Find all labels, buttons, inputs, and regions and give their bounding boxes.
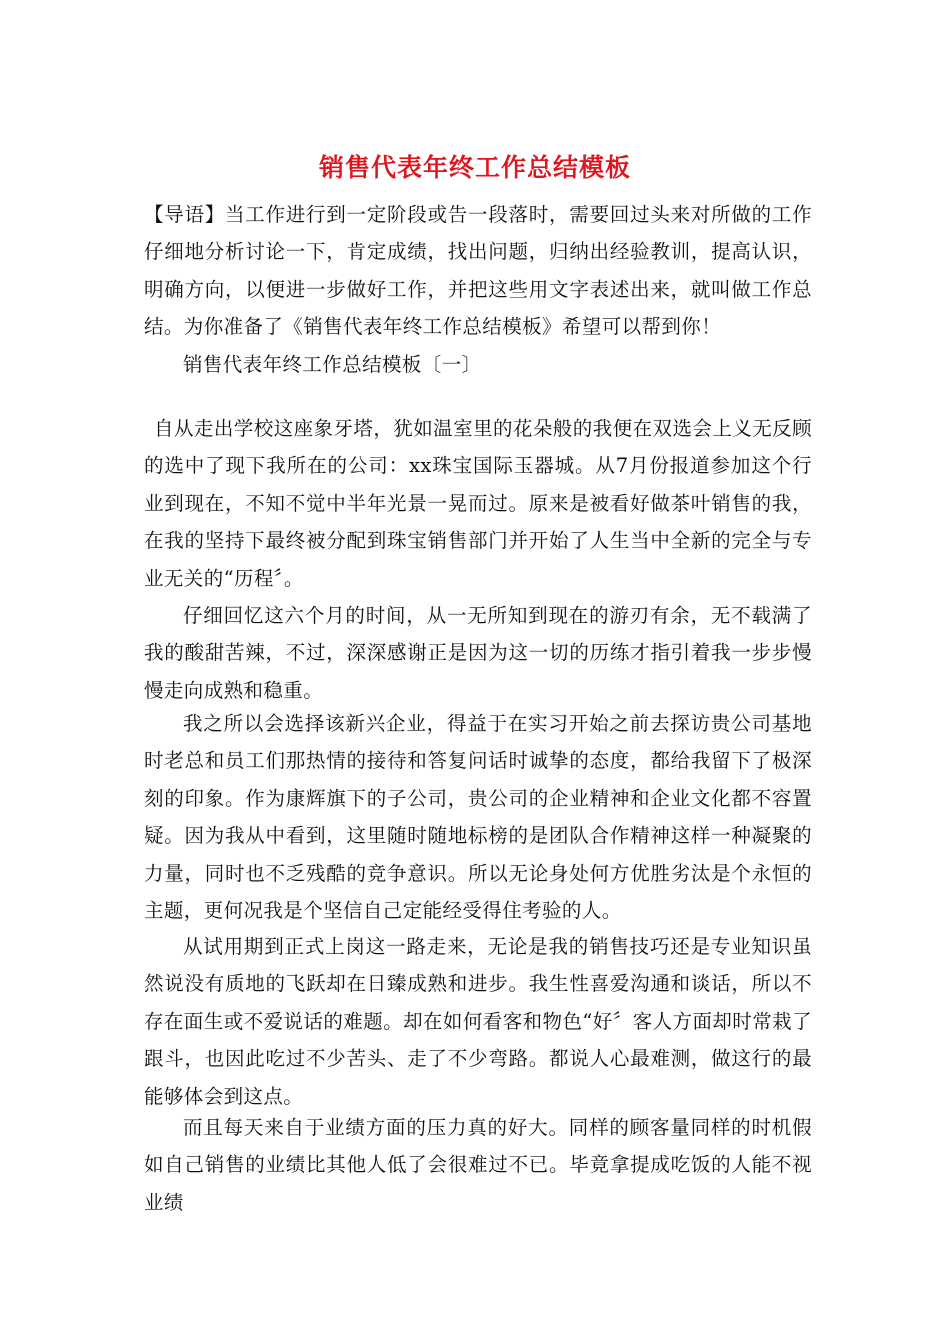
- document-title: 销售代表年终工作总结模板: [318, 153, 631, 182]
- body-paragraph-4: 从试用期到正式上岗这一路走来，无论是我的销售技巧还是专业知识虽然说没有质地的飞跃却在日臻成熟和进步。我生性喜爱沟通和谈话，所以不存在面生或不爱说话的难题。却在如何看客和物色“好〞客人方面却时常栽了跟斗，也因此吃过不少苦头、走了不少弯路。都说人心最难测，做这行的最能够体会到这点。: [144, 935, 812, 1108]
- intro-paragraph: 【导语】当工作进行到一定阶段或告一段落时，需要回过头来对所做的工作仔细地分析讨论一下，肯定成绩，找出问题，归纳出经验教训，提高认识，明确方向，以便进一步做好工作，并把这些用文字表述出来，就叫做工作总结。为你准备了《销售代表年终工作总结模板》希望可以帮到你！: [144, 203, 812, 339]
- body-paragraph-2: 仔细回忆这六个月的时间，从一无所知到现在的游刃有余，无不载满了我的酸甜苦辣，不过，深深感谢正是因为这一切的历练才指引着我一步步慢慢走向成熟和稳重。: [144, 604, 812, 702]
- body-paragraph-3: 我之所以会选择该新兴企业，得益于在实习开始之前去探访贵公司基地时老总和员工们那热情的接待和答复问话时诚挚的态度，都给我留下了极深刻的印象。作为康辉旗下的子公司，贵公司的企业精神和企业文化都不容置疑。因为我从中看到，这里随时随地标榜的是团队合作精神这样一种凝聚的力量，同时也不乏残酷的竞争意识。所以无论身处何方优胜劣汰是个永恒的主题，更何况我是个坚信自己定能经受得住考验的人。: [144, 712, 812, 923]
- body-paragraph-5: 而且每天来自于业绩方面的压力真的好大。同样的顾客量同样的时机假如自己销售的业绩比其他人低了会很难过不已。毕竟拿提成吃饭的人能不视业绩: [144, 1116, 812, 1214]
- section-subtitle: 销售代表年终工作总结模板〔一〕: [183, 353, 482, 376]
- body-paragraph-1: 自从走出学校这座象牙塔，犹如温室里的花朵般的我便在双选会上义无反顾的选中了现下我所在的公司：xx珠宝国际玉器城。从7月份报道参加这个行业到现在，不知不觉中半年光景一晃而过。原来是被看好做茶叶销售的我，在我的坚持下最终被分配到珠宝销售部门并开始了人生当中全新的完全与专业无关的“历程〞。: [144, 417, 812, 590]
